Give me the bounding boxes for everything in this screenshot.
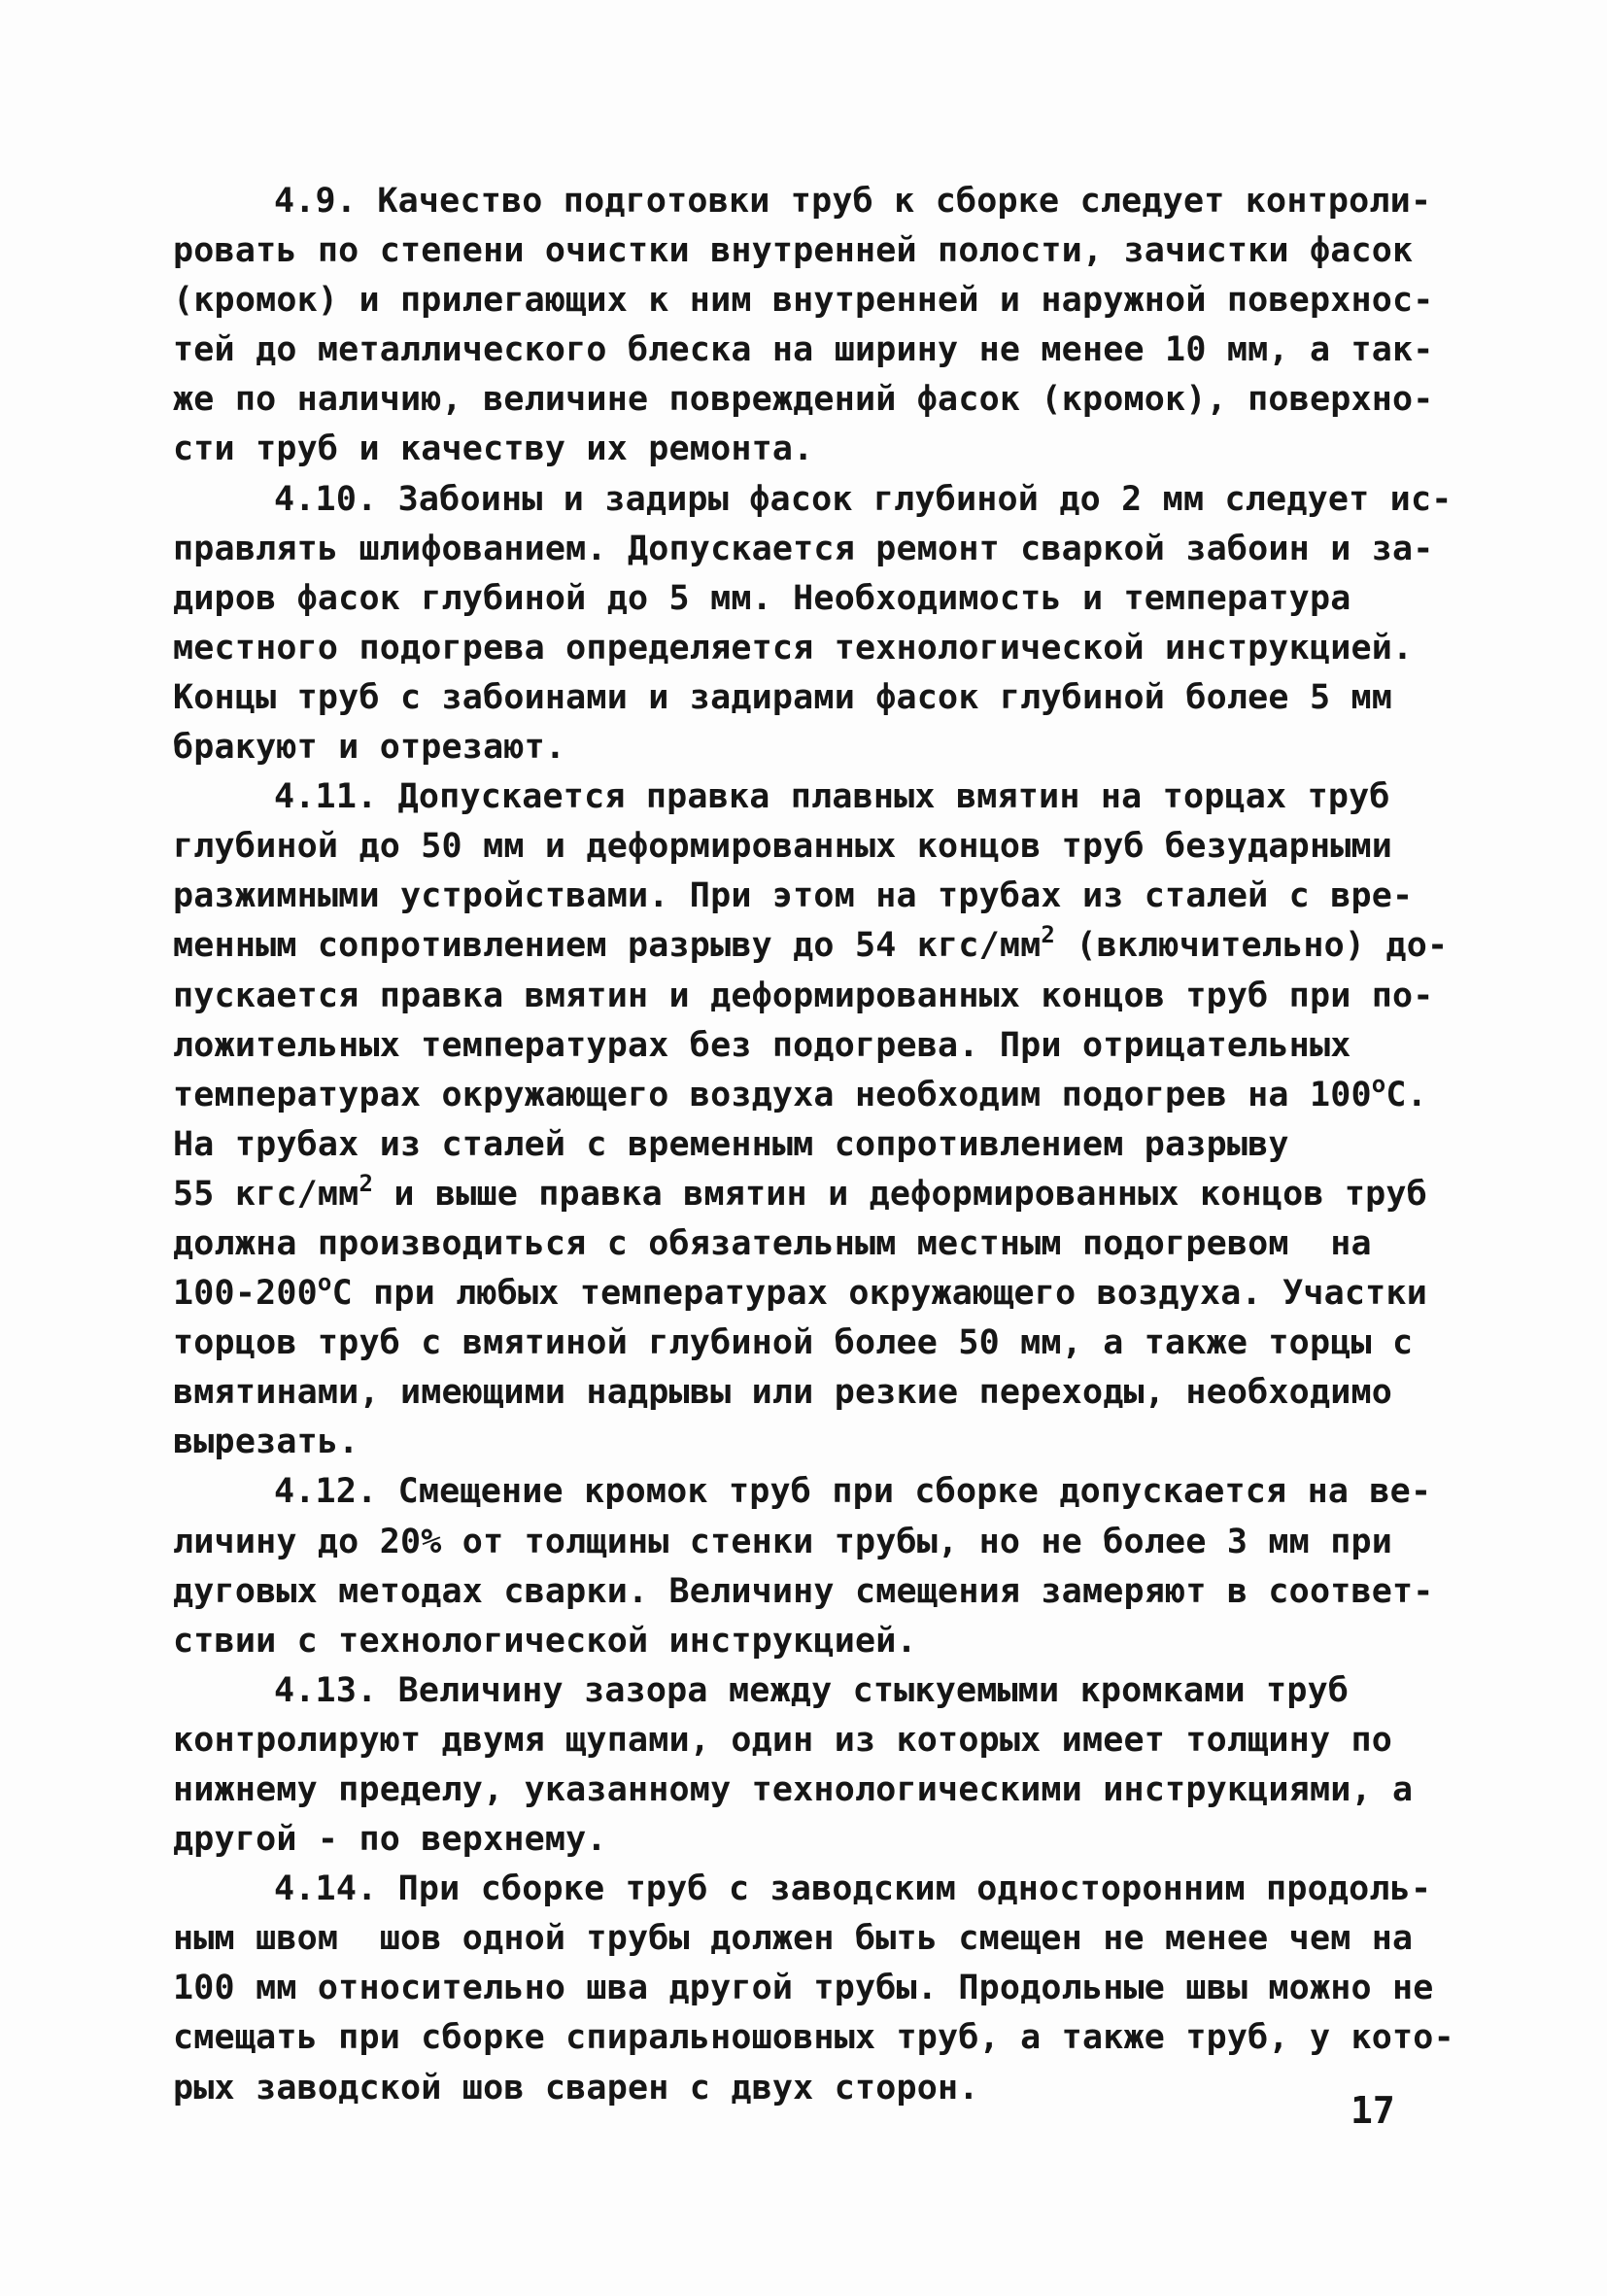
text-line: [173, 226, 1412, 276]
text-line: [173, 1914, 1412, 1964]
line-text: рых заводской шов сварен с двух сторон.: [173, 2068, 979, 2108]
line-text: местного подогрева определяется технологической инструкцией.: [173, 628, 1414, 668]
body-text: [173, 177, 1454, 2113]
text-line: [173, 2013, 1454, 2063]
line-text: менным сопротивлением разрыву до 54 кгс/мм: [173, 926, 1042, 966]
superscript: о: [1371, 1070, 1386, 1098]
text-line: [173, 525, 1434, 574]
text-line: [173, 1368, 1412, 1418]
line-text: ствии с технологической инструкцией.: [173, 1621, 917, 1661]
text-line: [173, 276, 1434, 326]
line-text: 4.9. Качество подготовки труб к сборке следует контроли-: [274, 182, 1432, 221]
text-line: [173, 425, 1412, 474]
line-text-continued: С при любых температурах окружающего воздуха. Участки: [331, 1274, 1427, 1314]
text-line: [173, 772, 1412, 822]
text-line: [173, 574, 1412, 624]
line-text: 4.10. Забоины и задиры фасок глубиной до 2 мм следует ис-: [274, 479, 1453, 519]
text-line: [173, 1319, 1412, 1368]
text-line: [173, 375, 1434, 425]
line-text: 55 кгс/мм: [173, 1174, 359, 1214]
line-text: личину до 20% от толщины стенки трубы, но не более 3 мм при: [173, 1522, 1393, 1561]
text-line: [173, 1169, 1427, 1219]
line-text: глубиной до 50 мм и деформированных концов труб безударными: [173, 827, 1393, 867]
line-text: 4.13. Величину зазора между стыкуемыми кромками труб: [274, 1670, 1350, 1710]
line-text: правлять шлифованием. Допускается ремонт сваркой забоин и за-: [173, 529, 1434, 568]
text-line: [173, 1716, 1412, 1765]
line-text: (кромок) и прилегающих к ним внутренней и наружной поверхнос-: [173, 281, 1434, 321]
line-text: дуговых методах сварки. Величину смещения замеряют в соответ-: [173, 1571, 1434, 1611]
text-line: [173, 1765, 1412, 1815]
line-text: торцов труб с вмятиной глубиной более 50 мм, а также торцы с: [173, 1323, 1414, 1363]
superscript: 2: [1041, 921, 1056, 949]
page-number: 17: [1351, 2089, 1395, 2132]
line-text: разжимными устройствами. При этом на трубах из сталей с вре-: [173, 876, 1414, 916]
line-text: другой - по верхнему.: [173, 1820, 607, 1860]
line-text: контролируют двумя щупами, один из которых имеет толщину по: [173, 1720, 1393, 1760]
text-line: [173, 1518, 1412, 1567]
text-line: [173, 1219, 1412, 1269]
text-line: [173, 1467, 1432, 1517]
line-text: диров фасок глубиной до 5 мм. Необходимость и температура: [173, 578, 1351, 618]
text-line: [173, 1269, 1427, 1319]
superscript: 2: [359, 1169, 374, 1197]
line-text: На трубах из сталей с временным сопротивлением разрыву: [173, 1124, 1289, 1164]
line-text-continued: (включительно) до-: [1055, 926, 1449, 966]
text-line: [173, 822, 1412, 872]
line-text: 100-200: [173, 1274, 318, 1314]
text-line: [173, 972, 1434, 1021]
line-text: температурах окружающего воздуха необходим подогрев на 100: [173, 1075, 1372, 1114]
text-line: [173, 177, 1432, 226]
text-line: [173, 872, 1412, 921]
text-line: [173, 1617, 1412, 1666]
text-line: [173, 1865, 1432, 1914]
line-text-continued: С.: [1385, 1075, 1427, 1114]
line-text: должна производиться с обязательным местным подогревом на: [173, 1223, 1372, 1263]
line-text: сти труб и качеству их ремонта.: [173, 429, 814, 469]
line-text: 100 мм относительно шва другой трубы. Продольные швы можно не: [173, 1969, 1434, 2008]
line-text-continued: и выше правка вмятин и деформированных концов труб: [373, 1174, 1427, 1214]
text-line: [173, 1021, 1412, 1071]
text-line: [173, 2064, 1412, 2113]
text-line: [173, 921, 1449, 971]
text-line: [173, 723, 1412, 772]
line-text: ным швом шов одной трубы должен быть смещен не менее чем на: [173, 1919, 1414, 1959]
line-text: 4.11. Допускается правка плавных вмятин на торцах труб: [274, 777, 1390, 817]
text-line: [173, 1815, 1412, 1865]
line-text: ложительных температурах без подогрева. При отрицательных: [173, 1025, 1351, 1065]
line-text: 4.12. Смещение кромок труб при сборке допускается на ве-: [274, 1472, 1432, 1512]
line-text: пускается правка вмятин и деформированных концов труб при по-: [173, 976, 1434, 1015]
line-text: же по наличию, величине повреждений фасок (кромок), поверхно-: [173, 380, 1434, 420]
text-line: [173, 326, 1434, 375]
line-text: нижнему пределу, указанному технологическими инструкциями, а: [173, 1770, 1414, 1809]
line-text: ровать по степени очистки внутренней полости, зачистки фасок: [173, 231, 1414, 271]
superscript: о: [317, 1269, 332, 1297]
line-text: Концы труб с забоинами и задирами фасок глубиной более 5 мм: [173, 677, 1393, 717]
line-text: вырезать.: [173, 1422, 359, 1462]
line-text: тей до металлического блеска на ширину не менее 10 мм, а так-: [173, 330, 1434, 370]
text-line: [173, 1418, 1412, 1467]
text-line: [173, 624, 1412, 673]
text-line: [173, 1666, 1412, 1716]
line-text: бракуют и отрезают.: [173, 728, 566, 768]
text-line: [173, 1070, 1427, 1120]
line-text: 4.14. При сборке труб с заводским односторонним продоль-: [274, 1869, 1432, 1909]
text-line: [173, 1120, 1412, 1170]
line-text: вмятинами, имеющими надрывы или резкие переходы, необходимо: [173, 1373, 1393, 1413]
line-text: смещать при сборке спиральношовных труб, а также труб, у кото-: [173, 2018, 1454, 2058]
text-line: [173, 475, 1453, 525]
text-line: [173, 673, 1412, 723]
text-line: [173, 1964, 1434, 2013]
text-line: [173, 1567, 1434, 1617]
